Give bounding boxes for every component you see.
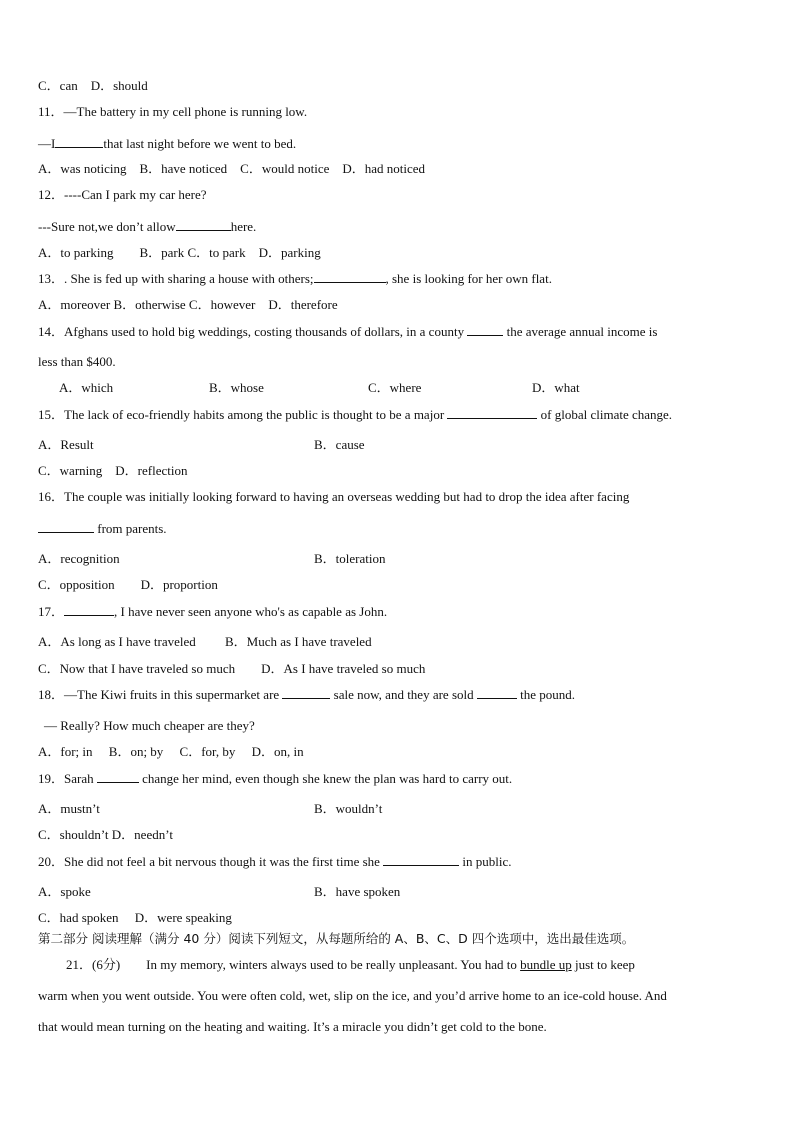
q14-stem-part1: 14．Afghans used to hold big weddings, costing thousands of dollars, in a county <box>38 324 465 339</box>
q18-blank-1 <box>282 686 330 699</box>
q19-option-b: B．wouldn’t <box>314 801 383 816</box>
q15-option-a: A．Result <box>38 437 94 452</box>
q14-option-d: D．what <box>532 380 580 395</box>
q12-reply-part2: here. <box>230 219 257 234</box>
q18-stem-part2: sale now, and they are sold <box>333 687 474 702</box>
q13-stem <box>38 270 552 287</box>
q18-stem <box>38 686 575 703</box>
q11-stem: 11．—The battery in my cell phone is running low. <box>38 104 308 119</box>
q19-options-cd: C．shouldn’t D．needn’t <box>38 827 173 842</box>
q17-options-cd: C．Now that I have traveled so much D．As I have traveled so much <box>38 661 426 676</box>
q10-options: C．can D．should <box>38 78 148 93</box>
q16-options-cd: C．opposition D．proportion <box>38 577 218 592</box>
q21-line1 <box>66 957 635 973</box>
q16-stem-part2: from parents. <box>97 521 167 536</box>
q16-option-a: A．recognition <box>38 551 120 566</box>
q20-option-a: A．spoke <box>38 884 91 899</box>
q12-reply-part1: ---Sure not,we don’t allow <box>38 219 176 234</box>
q19-blank <box>97 770 139 783</box>
q11-reply <box>38 135 296 152</box>
q20-option-b: B．have spoken <box>314 884 401 899</box>
q14-blank <box>467 323 503 336</box>
q20-stem <box>38 853 512 870</box>
q17-stem-part1: 17． <box>38 604 65 619</box>
q12-reply <box>38 218 256 235</box>
q16-stem: 16．The couple was initially looking forward to having an overseas wedding but had to drop the idea after facing <box>38 489 630 504</box>
q18-stem-part3: the pound. <box>520 687 576 702</box>
q12-stem: 12．----Can I park my car here? <box>38 187 207 202</box>
q15-stem <box>38 406 672 423</box>
q17-stem <box>38 603 387 620</box>
q18-stem-part1: 18．—The Kiwi fruits in this supermarket are <box>38 687 280 702</box>
q11-reply-part2: that last night before we went to bed. <box>103 136 297 151</box>
q20-stem-part1: 20．She did not feel a bit nervous though it was the first time she <box>38 854 380 869</box>
q15-option-b: B．cause <box>314 437 365 452</box>
q20-stem-part2: in public. <box>462 854 512 869</box>
q21-underlined-phrase: bundle up <box>520 957 572 972</box>
q11-blank <box>55 135 103 148</box>
q11-options: A．was noticing B．have noticed C．would notice D．had noticed <box>38 161 426 176</box>
q17-options-ab: A．As long as I have traveled B．Much as I have traveled <box>38 634 372 649</box>
q14-option-c: C．where <box>368 380 422 395</box>
q21-line1-part2: just to keep <box>574 957 635 972</box>
q12-blank <box>176 218 231 231</box>
q21-line1-part1: In my memory, winters always used to be really unpleasant. You had to <box>146 957 517 972</box>
q19-option-a: A．mustn’t <box>38 801 100 816</box>
q20-blank <box>383 853 459 866</box>
q14-stem <box>38 323 657 340</box>
q16-option-b: B．toleration <box>314 551 386 566</box>
q18-blank-2 <box>477 686 517 699</box>
q13-options: A．moreover B．otherwise C．however D．therefore <box>38 297 338 312</box>
q15-options-cd: C．warning D．reflection <box>38 463 188 478</box>
q15-blank <box>447 406 537 419</box>
q14-stem-cont: less than $400. <box>38 354 116 369</box>
q15-stem-part2: of global climate change. <box>540 407 673 422</box>
q14-option-b: B．whose <box>209 380 264 395</box>
q11-reply-part1: —I <box>38 136 56 151</box>
q18-reply: — Really? How much cheaper are they? <box>44 718 255 733</box>
q19-stem-part2: change her mind, even though she knew the plan was hard to carry out. <box>142 771 513 786</box>
q14-option-a: A．which <box>59 380 114 395</box>
q20-options-cd: C．had spoken D．were speaking <box>38 910 232 925</box>
section2-heading: 第二部分 阅读理解（满分 40 分）阅读下列短文，从每题所给的 A、B、C、D 四个选项中，选出最佳选项。 <box>38 931 635 946</box>
q18-options: A．for; in B．on; by C．for, by D．on, in <box>38 744 304 759</box>
q19-stem-part1: 19．Sarah <box>38 771 94 786</box>
q15-stem-part1: 15．The lack of eco-friendly habits among the public is thought to be a major <box>38 407 445 422</box>
q17-blank <box>64 603 114 616</box>
q13-stem-part2: , she is looking for her own flat. <box>385 271 552 286</box>
q21-number: 21．(6分) <box>66 957 121 972</box>
q21-line3: that would mean turning on the heating and waiting. It’s a miracle you didn’t get cold to the bone. <box>38 1019 547 1034</box>
q17-stem-part2: , I have never seen anyone who's as capable as John. <box>114 604 388 619</box>
q12-options: A．to parking B．park C．to park D．parking <box>38 245 321 260</box>
q16-blank <box>38 520 94 533</box>
q13-stem-part1: 13．. She is fed up with sharing a house with others; <box>38 271 314 286</box>
q19-stem <box>38 770 512 787</box>
q21-line2: warm when you went outside. You were often cold, wet, slip on the ice, and you’d arrive home to an ice-cold house. And <box>38 988 667 1003</box>
q13-blank <box>314 270 386 283</box>
q14-stem-part2: the average annual income is <box>506 324 658 339</box>
q16-stem-cont <box>38 520 167 537</box>
